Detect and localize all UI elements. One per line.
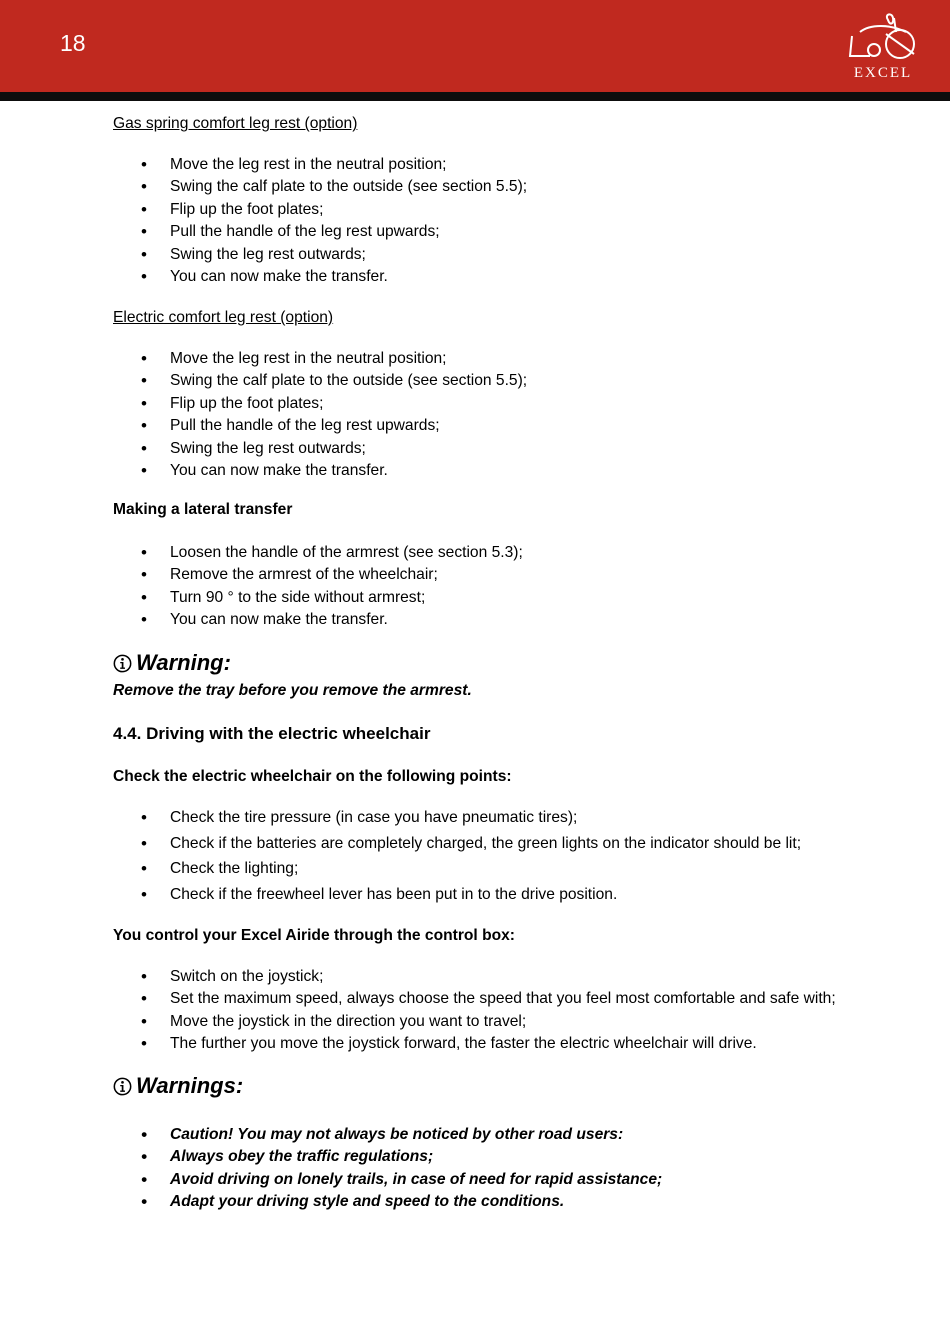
list-item: • Move the leg rest in the neutral position;	[113, 154, 893, 176]
warning-text: Remove the tray before you remove the armrest.	[113, 682, 472, 699]
list-item: • Check if the batteries are completely charged, the green lights on the indicator should be lit;	[113, 831, 893, 857]
check-title: Check the electric wheelchair on the following points:	[113, 768, 512, 785]
list-item: • Check the tire pressure (in case you have pneumatic tires);	[113, 805, 893, 831]
list-item: • You can now make the transfer.	[113, 460, 893, 482]
list-item: • Adapt your driving style and speed to the conditions.	[113, 1191, 893, 1213]
list-item: • Check the lighting;	[113, 856, 893, 882]
gas-spring-list	[113, 154, 893, 288]
wheelchair-logo-icon	[840, 12, 926, 67]
list-item: • Swing the leg rest outwards;	[113, 438, 893, 460]
control-title: You control your Excel Airide through the control box:	[113, 927, 515, 944]
list-item: • Loosen the handle of the armrest (see section 5.3);	[113, 542, 893, 564]
list-item: • Move the leg rest in the neutral position;	[113, 348, 893, 370]
list-item: • Flip up the foot plates;	[113, 199, 893, 221]
page-number: 18	[60, 30, 86, 56]
page-header	[0, 0, 950, 92]
excel-logo	[840, 12, 926, 84]
list-item: • Turn 90 ° to the side without armrest;	[113, 587, 893, 609]
list-item: • Avoid driving on lonely trails, in case of need for rapid assistance;	[113, 1169, 893, 1191]
list-item: • Swing the leg rest outwards;	[113, 244, 893, 266]
electric-comfort-title: Electric comfort leg rest (option)	[113, 309, 334, 326]
warnings-heading	[113, 1075, 243, 1097]
list-item: • You can now make the transfer.	[113, 609, 893, 631]
list-item: • Flip up the foot plates;	[113, 393, 893, 415]
list-item: • Switch on the joystick;	[113, 966, 893, 988]
list-item: • Set the maximum speed, always choose the speed that you feel most comfortable and safe with;	[113, 988, 893, 1010]
logo-text: EXCEL	[853, 65, 913, 81]
list-item: • Move the joystick in the direction you want to travel;	[113, 1011, 893, 1033]
list-item: • You can now make the transfer.	[113, 266, 893, 288]
electric-comfort-list	[113, 348, 893, 482]
list-item: • Check if the freewheel lever has been put in to the drive position.	[113, 882, 893, 908]
list-item: • Remove the armrest of the wheelchair;	[113, 564, 893, 586]
list-item: • The further you move the joystick forward, the faster the electric wheelchair will drive.	[113, 1033, 893, 1055]
info-icon	[113, 1077, 132, 1096]
lateral-transfer-title: Making a lateral transfer	[113, 501, 293, 518]
list-item: • Swing the calf plate to the outside (see section 5.5);	[113, 370, 893, 392]
section-heading: 4.4. Driving with the electric wheelchair	[113, 724, 431, 743]
info-icon	[113, 654, 132, 673]
lateral-transfer-list	[113, 542, 893, 632]
gas-spring-title: Gas spring comfort leg rest (option)	[113, 115, 358, 132]
list-item: • Caution! You may not always be noticed by other road users:	[113, 1124, 893, 1146]
header-divider	[0, 92, 950, 101]
warning-heading	[113, 652, 231, 674]
warning-title: Warning:	[136, 650, 231, 675]
warnings-title: Warnings:	[136, 1073, 244, 1098]
list-item: • Swing the calf plate to the outside (see section 5.5);	[113, 176, 893, 198]
list-item: • Pull the handle of the leg rest upwards;	[113, 221, 893, 243]
warnings-list	[113, 1124, 893, 1214]
list-item: • Always obey the traffic regulations;	[113, 1146, 893, 1168]
control-list	[113, 966, 893, 1056]
check-list	[113, 805, 893, 907]
list-item: • Pull the handle of the leg rest upwards;	[113, 415, 893, 437]
